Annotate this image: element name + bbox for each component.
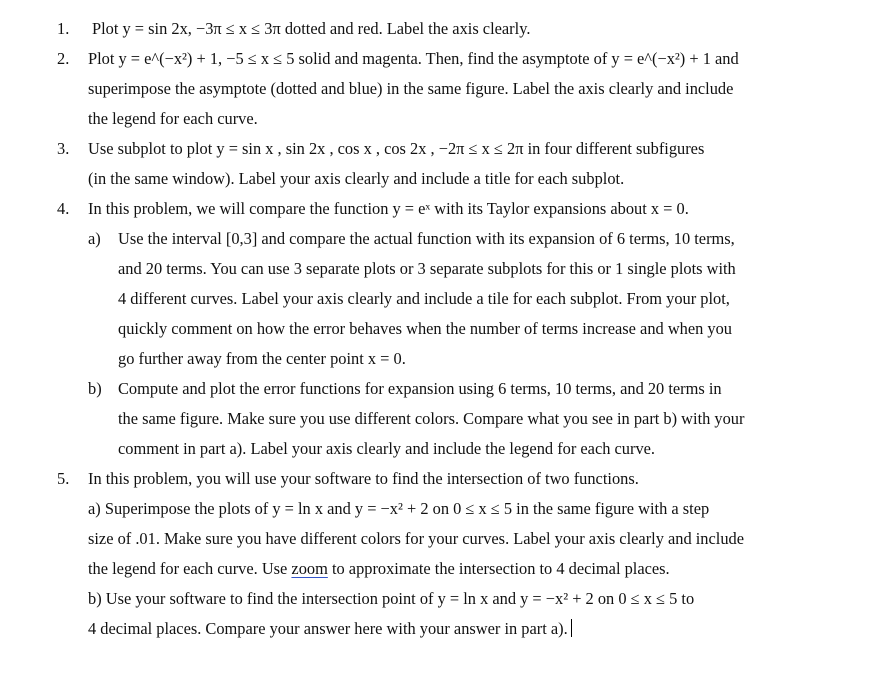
problem-number: 4. xyxy=(57,199,70,218)
zoom-word: zoom xyxy=(291,559,328,578)
problem-number: 2. xyxy=(57,49,70,68)
part-label: b) xyxy=(88,379,102,398)
part-text-line: Use the interval [0,3] and compare the actual function with its expansion of 6 terms, 10 terms, xyxy=(118,229,735,248)
part-text-line: 4 different curves. Label your axis clearly and include a tile for each subplot. From your plot, xyxy=(118,289,730,308)
text-cursor xyxy=(571,619,572,637)
problem-text-line: Plot y = sin 2x, −3π ≤ x ≤ 3π dotted and red. Label the axis clearly. xyxy=(92,19,531,38)
part-text-line: the same figure. Make sure you use different colors. Compare what you see in part b) with your xyxy=(118,409,745,428)
problem-text-line: Plot y = e^(−x²) + 1, −5 ≤ x ≤ 5 solid and magenta. Then, find the asymptote of y = e^(−x²) + 1 and xyxy=(88,49,739,68)
problem-text-line: In this problem, we will compare the function y = eˣ with its Taylor expansions about x = 0. xyxy=(88,199,689,218)
part-text-line: quickly comment on how the error behaves when the number of terms increase and when you xyxy=(118,319,733,338)
problem-text-line: a) Superimpose the plots of y = ln x and y = −x² + 2 on 0 ≤ x ≤ 5 in the same figure with a step xyxy=(88,499,710,518)
part-label: a) xyxy=(88,229,101,248)
problem-text-line-with-zoom xyxy=(88,554,670,584)
problem-text-line: (in the same window). Label your axis clearly and include a title for each subplot. xyxy=(88,169,625,188)
text-span: 4 decimal places. Compare your answer here with your answer in part a). xyxy=(88,619,568,638)
problem-number: 1. xyxy=(57,19,70,38)
part-text-line: Compute and plot the error functions for expansion using 6 terms, 10 terms, and 20 terms in xyxy=(118,379,722,398)
problem-text-line: Use subplot to plot y = sin x , sin 2x , cos x , cos 2x , −2π ≤ x ≤ 2π in four different subfigures xyxy=(88,139,705,158)
problem-text-line: In this problem, you will use your software to find the intersection of two functions. xyxy=(88,469,639,488)
problem-text-line: size of .01. Make sure you have different colors for your curves. Label your axis clearly and include xyxy=(88,529,745,548)
text-span: the legend for each curve. Use xyxy=(88,559,292,578)
part-text-line: go further away from the center point x = 0. xyxy=(118,349,406,368)
problem-text-line: the legend for each curve. xyxy=(88,109,258,128)
problem-text-line: superimpose the asymptote (dotted and blue) in the same figure. Label the axis clearly and include xyxy=(88,79,734,98)
text-span: to approximate the intersection to 4 decimal places. xyxy=(327,559,670,578)
problem-text-line: b) Use your software to find the intersection point of y = ln x and y = −x² + 2 on 0 ≤ x ≤ 5 to xyxy=(88,589,695,608)
problem-number: 3. xyxy=(57,139,70,158)
problem-number: 5. xyxy=(57,469,70,488)
part-text-line: comment in part a). Label your axis clearly and include the legend for each curve. xyxy=(118,439,656,458)
part-text-line: and 20 terms. You can use 3 separate plots or 3 separate subplots for this or 1 single plots with xyxy=(118,259,736,278)
problem-text-line-last xyxy=(88,614,572,644)
